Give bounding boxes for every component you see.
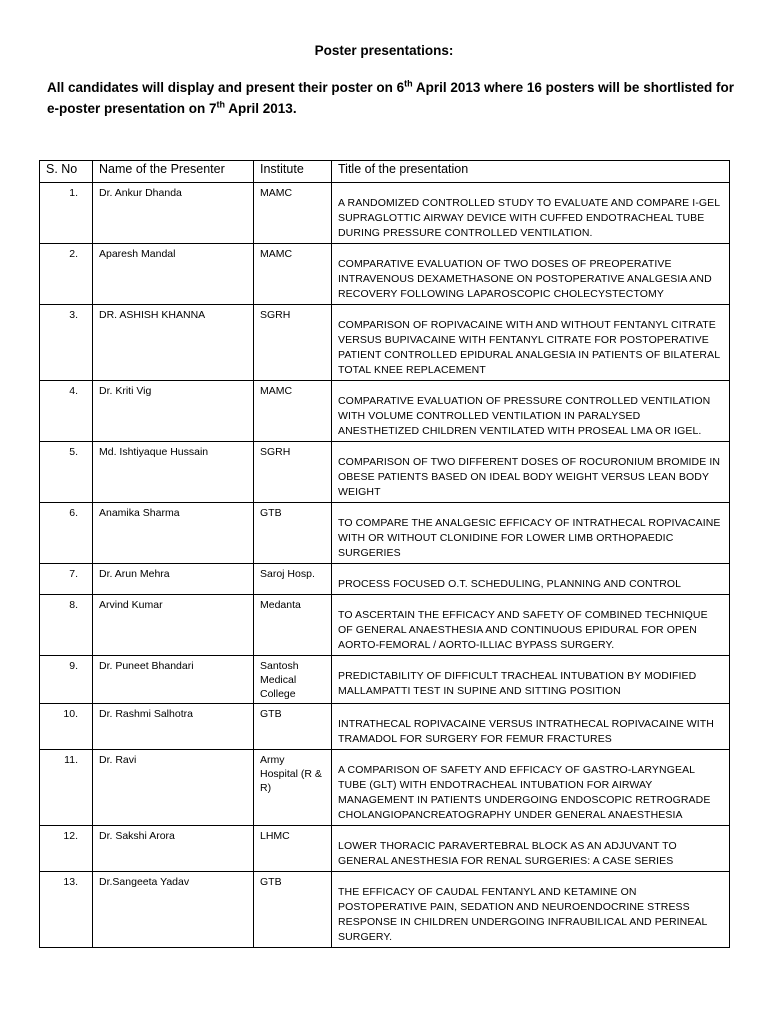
cell-title: INTRATHECAL ROPIVACAINE VERSUS INTRATHECAL ROPIVACAINE WITH TRAMADOL FOR SURGERY FOR FEMUR FRACTURES bbox=[332, 704, 730, 750]
header-title: Title of the presentation bbox=[332, 161, 730, 183]
intro-paragraph bbox=[47, 77, 737, 119]
cell-presenter: Arvind Kumar bbox=[93, 595, 254, 656]
cell-title: A COMPARISON OF SAFETY AND EFFICACY OF GASTRO-LARYNGEAL TUBE (GLT) WITH ENDOTRACHEAL INTUBATION FOR AIRWAY MANAGEMENT IN PATIENTS UNDERGOING ENDOSCOPIC RETROGRADE CHOLANGIOPANCREATOGRAPHY UNDER GENERAL ANAESTHESIA bbox=[332, 750, 730, 826]
cell-title: PREDICTABILITY OF DIFFICULT TRACHEAL INTUBATION BY MODIFIED MALLAMPATTI TEST IN SUPINE AND SITTING POSITION bbox=[332, 656, 730, 704]
cell-institute: SGRH bbox=[254, 442, 332, 503]
cell-sno: 7. bbox=[40, 564, 93, 595]
cell-sno: 11. bbox=[40, 750, 93, 826]
intro-text-2: April 2013 where 16 posters will be shortlisted for e-poster presentation on 7 bbox=[47, 80, 734, 116]
cell-title: COMPARATIVE EVALUATION OF PRESSURE CONTROLLED VENTILATION WITH VOLUME CONTROLLED VENTILATION IN PARALYSED ANESTHETIZED CHILDREN VENTILATED WITH PROSEAL LMA OR IGEL. bbox=[332, 381, 730, 442]
table-row bbox=[40, 381, 730, 442]
table-row bbox=[40, 503, 730, 564]
table-row bbox=[40, 595, 730, 656]
cell-sno: 1. bbox=[40, 183, 93, 244]
cell-presenter: Dr. Ankur Dhanda bbox=[93, 183, 254, 244]
cell-sno: 9. bbox=[40, 656, 93, 704]
cell-presenter: Dr. Rashmi Salhotra bbox=[93, 704, 254, 750]
cell-presenter: Dr. Arun Mehra bbox=[93, 564, 254, 595]
cell-presenter: Aparesh Mandal bbox=[93, 244, 254, 305]
cell-title: COMPARISON OF ROPIVACAINE WITH AND WITHOUT FENTANYL CITRATE VERSUS BUPIVACAINE WITH FENTANYL CITRATE FOR POSTOPERATIVE PATIENT CONTROLLED EPIDURAL ANALGESIA IN PATIENTS OF BILATERAL TOTAL KNEE REPLACEMENT bbox=[332, 305, 730, 381]
cell-sno: 5. bbox=[40, 442, 93, 503]
cell-sno: 6. bbox=[40, 503, 93, 564]
cell-sno: 4. bbox=[40, 381, 93, 442]
cell-institute: GTB bbox=[254, 503, 332, 564]
cell-title: COMPARATIVE EVALUATION OF TWO DOSES OF PREOPERATIVE INTRAVENOUS DEXAMETHASONE ON POSTOPERATIVE ANALGESIA AND RECOVERY FOLLOWING LAPAROSCOPIC CHOLECYSTECTOMY bbox=[332, 244, 730, 305]
header-presenter: Name of the Presenter bbox=[93, 161, 254, 183]
cell-title: COMPARISON OF TWO DIFFERENT DOSES OF ROCURONIUM BROMIDE IN OBESE PATIENTS BASED ON IDEAL BODY WEIGHT VERSUS LEAN BODY WEIGHT bbox=[332, 442, 730, 503]
header-sno: S. No bbox=[40, 161, 93, 183]
cell-institute: Saroj Hosp. bbox=[254, 564, 332, 595]
cell-sno: 12. bbox=[40, 826, 93, 872]
table-row bbox=[40, 704, 730, 750]
table-row bbox=[40, 564, 730, 595]
cell-sno: 2. bbox=[40, 244, 93, 305]
table-header-row bbox=[40, 161, 730, 183]
table-row bbox=[40, 183, 730, 244]
cell-presenter: DR. ASHISH KHANNA bbox=[93, 305, 254, 381]
cell-title: TO COMPARE THE ANALGESIC EFFICACY OF INTRATHECAL ROPIVACAINE WITH OR WITHOUT CLONIDINE FOR LOWER LIMB ORTHOPAEDIC SURGERIES bbox=[332, 503, 730, 564]
cell-sno: 3. bbox=[40, 305, 93, 381]
cell-presenter: Dr. Sakshi Arora bbox=[93, 826, 254, 872]
cell-institute: LHMC bbox=[254, 826, 332, 872]
table-row bbox=[40, 442, 730, 503]
table-row bbox=[40, 656, 730, 704]
cell-title: A RANDOMIZED CONTROLLED STUDY TO EVALUATE AND COMPARE I-GEL SUPRAGLOTTIC AIRWAY DEVICE WITH CUFFED ENDOTRACHEAL TUBE DURING PRESSURE CONTROLLED VENTILATION. bbox=[332, 183, 730, 244]
cell-presenter: Dr. Puneet Bhandari bbox=[93, 656, 254, 704]
cell-title: THE EFFICACY OF CAUDAL FENTANYL AND KETAMINE ON POSTOPERATIVE PAIN, SEDATION AND NEUROENDOCRINE STRESS RESPONSE IN CHILDREN UNDERGOING INFRAUBILICAL AND PERINEAL SURGERY. bbox=[332, 872, 730, 948]
intro-superscript-1: th bbox=[404, 78, 413, 89]
cell-sno: 13. bbox=[40, 872, 93, 948]
cell-institute: SGRH bbox=[254, 305, 332, 381]
cell-presenter: Dr. Kriti Vig bbox=[93, 381, 254, 442]
cell-institute: MAMC bbox=[254, 381, 332, 442]
cell-sno: 10. bbox=[40, 704, 93, 750]
cell-presenter: Dr.Sangeeta Yadav bbox=[93, 872, 254, 948]
table-row bbox=[40, 244, 730, 305]
table-row bbox=[40, 750, 730, 826]
cell-institute: MAMC bbox=[254, 183, 332, 244]
table-row bbox=[40, 305, 730, 381]
cell-institute: GTB bbox=[254, 872, 332, 948]
intro-text-1: All candidates will display and present their poster on 6 bbox=[47, 80, 405, 95]
cell-title: PROCESS FOCUSED O.T. SCHEDULING, PLANNING AND CONTROL bbox=[332, 564, 730, 595]
cell-institute: MAMC bbox=[254, 244, 332, 305]
cell-sno: 8. bbox=[40, 595, 93, 656]
cell-institute: Army Hospital (R & R) bbox=[254, 750, 332, 826]
table-row bbox=[40, 872, 730, 948]
cell-institute: GTB bbox=[254, 704, 332, 750]
cell-institute: Medanta bbox=[254, 595, 332, 656]
header-institute: Institute bbox=[254, 161, 332, 183]
cell-presenter: Dr. Ravi bbox=[93, 750, 254, 826]
cell-presenter: Md. Ishtiyaque Hussain bbox=[93, 442, 254, 503]
cell-title: LOWER THORACIC PARAVERTEBRAL BLOCK AS AN ADJUVANT TO GENERAL ANESTHESIA FOR RENAL SURGERIES: A CASE SERIES bbox=[332, 826, 730, 872]
intro-text-3: April 2013. bbox=[225, 101, 297, 116]
cell-presenter: Anamika Sharma bbox=[93, 503, 254, 564]
cell-title: TO ASCERTAIN THE EFFICACY AND SAFETY OF COMBINED TECHNIQUE OF GENERAL ANAESTHESIA AND CONTINUOUS EPIDURAL FOR OPEN AORTO-FEMORAL / AORTO-ILLIAC BYPASS SURGERY. bbox=[332, 595, 730, 656]
cell-institute: Santosh Medical College bbox=[254, 656, 332, 704]
posters-table bbox=[39, 160, 730, 948]
page-title: Poster presentations: bbox=[314, 43, 454, 58]
intro-superscript-2: th bbox=[216, 99, 226, 110]
table-row bbox=[40, 826, 730, 872]
